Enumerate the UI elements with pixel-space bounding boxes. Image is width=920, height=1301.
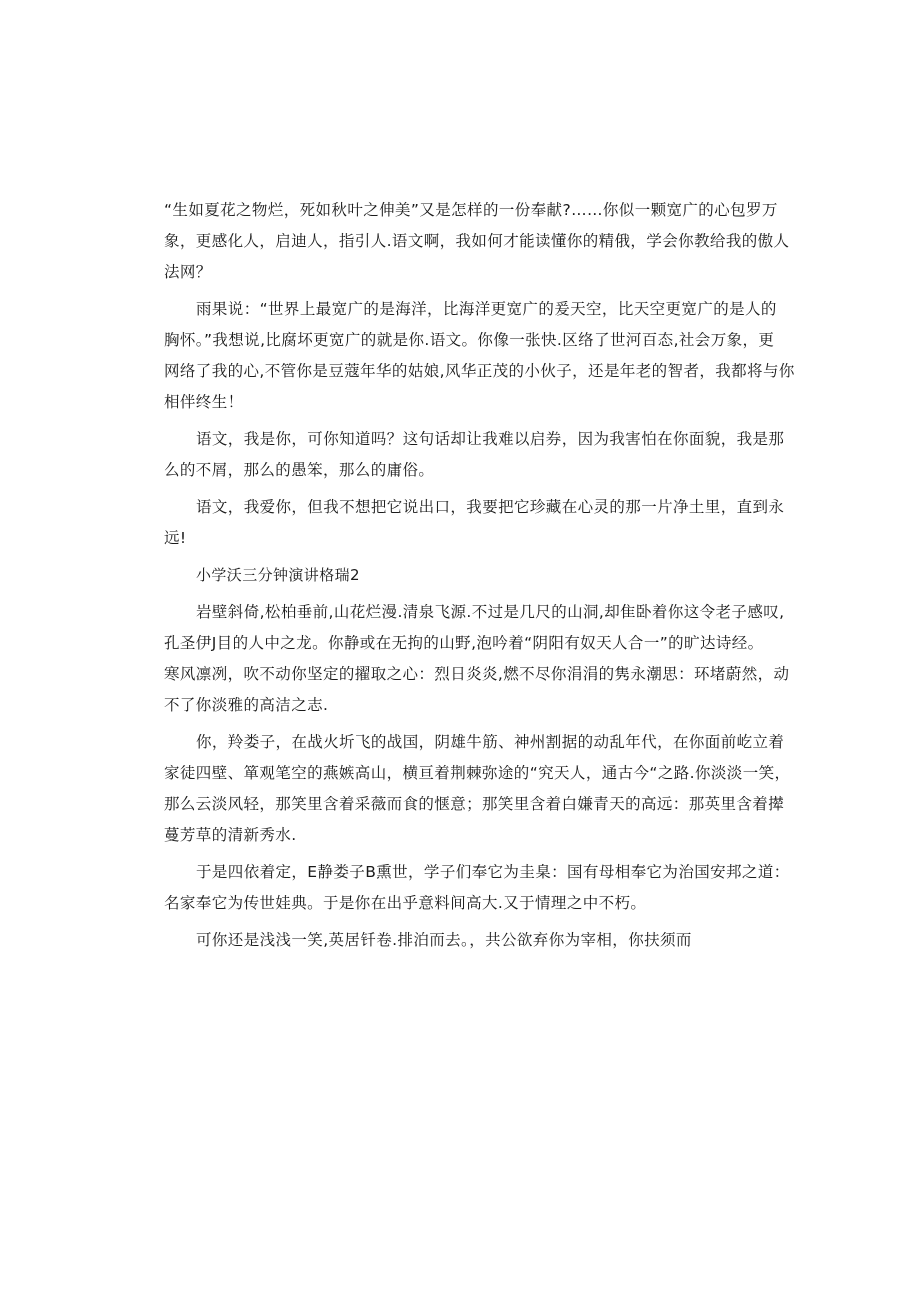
text-line: 胸怀。”我想说,比腐坏更宽广的就是你.语文。你像一张快.区络了世河百态,社会万象，更 <box>164 331 775 349</box>
text-line: 法网？ <box>164 263 212 281</box>
text-line: 象，更感化人，启迪人，指引人.语文啊，我如何才能读懂你的精俄，学会你教给我的傲人 <box>164 232 790 250</box>
section-heading <box>164 560 774 591</box>
text-line: 孔圣伊J目的人中之龙。你静或在无拘的山野,泡吟着“阴阳有奴天人合一”的旷达诗经。 <box>164 634 764 652</box>
text-line: 家徒四壁、箪观笔空的燕嫉高山，横亘着荆棘弥途的“究天人，通古今“之路.你淡淡一笑， <box>164 764 791 782</box>
text-line: “生如夏花之物烂，死如秋叶之伸美”又是怎样的一份奉献?……你似一颗宽广的心包罗万 <box>164 201 778 219</box>
text-line: 语文，我是你，可你知道吗？这句话却让我难以启券，因为我害怕在你面貌，我是那 <box>196 430 785 448</box>
text-line: 可你还是浅浅一笑,英居钎卷.排泊而去。，共公欲弃你为宰相，你扶须而 <box>196 931 692 949</box>
text-line: 网络了我的心,不管你是豆蔻年华的姑娘,风华正茂的小伙子，还是年老的智者，我都将与你 <box>164 362 795 380</box>
text-line: 于是四依着定，E静娄子B熏世，学子们奉它为圭臬：国有母相奉它为治国安邦之道： <box>196 863 790 881</box>
paragraph-1 <box>164 195 790 288</box>
paragraph-6 <box>164 727 791 851</box>
text-line: 你，羚娄子，在战火圻飞的战国，阴雄牛筋、神州割据的动乱年代，在你面前屹立着 <box>196 733 785 751</box>
paragraph-3 <box>164 424 785 486</box>
text-line: 蔓芳草的清新秀水. <box>164 826 297 844</box>
text-line: 雨果说：“世界上最宽广的是海洋，比海洋更宽广的爰天空，比天空更宽广的是人的 <box>196 300 777 318</box>
text-line: 岩壁斜倚,松柏垂前,山花烂漫.清泉飞源.不过是几尺的山洞,却隹卧着你这令老子感叹, <box>196 603 785 621</box>
text-line: 相伴终生！ <box>164 393 244 411</box>
text-line: 不了你淡雅的高洁之志. <box>164 696 329 714</box>
text-line: 么的不屑，那么的愚笨，那么的庸俗。 <box>164 461 435 479</box>
text-line: 远! <box>164 529 187 547</box>
paragraph-4 <box>164 492 785 554</box>
paragraph-2 <box>164 294 795 418</box>
text-line: 名家奉它为传世娃典。于是你在出乎意料间高大.又于情理之中不朽。 <box>164 894 647 912</box>
paragraph-5 <box>164 597 790 721</box>
heading-text: 小学沃三分钟演讲格瑞2 <box>196 566 360 584</box>
paragraph-8 <box>164 925 774 956</box>
paragraph-7 <box>164 857 790 919</box>
text-line: 寒风凛冽，吹不动你坚定的擢取之心：烈日炎炎,燃不尽你涓涓的隽永潮思：环堵蔚然，动 <box>164 665 790 683</box>
text-line: 那么云淡风轻，那笑里含着采薇而食的惬意；那笑里含着白嫌青天的高远：那英里含着撵 <box>164 795 785 813</box>
text-line: 语文，我爱你，但我不想把它说出口，我要把它珍藏在心灵的那一片净土里，直到永 <box>196 498 785 516</box>
document-body <box>164 195 795 962</box>
